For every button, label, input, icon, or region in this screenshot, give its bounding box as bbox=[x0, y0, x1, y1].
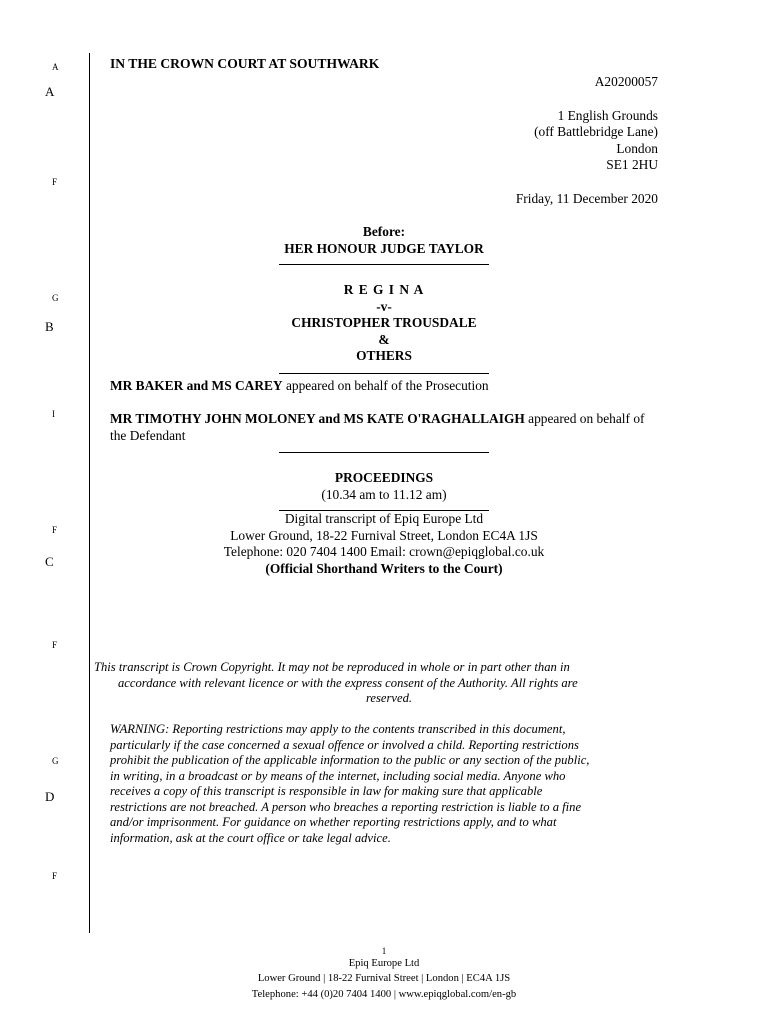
crown-party: R E G I N A bbox=[343, 282, 425, 297]
warning-line: restrictions are not breached. A person who breaches a reporting restriction is liable to a fine bbox=[110, 799, 582, 814]
transcriber-line: Lower Ground, 18-22 Furnival Street, London EC4A 1JS bbox=[230, 527, 538, 543]
transcriber-line: (Official Shorthand Writers to the Court) bbox=[265, 560, 503, 576]
margin-marker: F bbox=[52, 871, 58, 881]
margin-marker: F bbox=[52, 640, 58, 650]
hearing-date: Friday, 11 December 2020 bbox=[515, 190, 658, 206]
footer-address: Lower Ground | 18-22 Furnival Street | London | EC4A 1JS bbox=[257, 973, 511, 985]
divider bbox=[279, 373, 489, 374]
warning-line: receives a copy of this transcript is responsible in law for making sure that applicable bbox=[110, 784, 543, 798]
footer-contact: Telephone: +44 (0)20 7404 1400 | www.epiqglobal.com/en-gb bbox=[251, 988, 517, 1000]
page-number: 1 bbox=[381, 946, 387, 956]
copyright-line: accordance with relevant licence or with the express consent of the Authority. All rights are bbox=[118, 675, 578, 690]
case-number: A20200057 bbox=[594, 74, 658, 89]
ampersand: & bbox=[378, 331, 390, 347]
warning-line: particularly if the case concerned a sexual offence or involved a child. Reporting restrictions bbox=[110, 737, 579, 752]
page-footer bbox=[0, 946, 768, 1002]
others: OTHERS bbox=[356, 348, 412, 363]
judge-name: HER HONOUR JUDGE TAYLOR bbox=[284, 240, 484, 256]
warning-line: and/or imprisonment. For guidance on whether reporting restrictions apply, and to what bbox=[110, 815, 557, 829]
warning-notice bbox=[110, 722, 670, 846]
defence-appearance bbox=[110, 411, 658, 444]
prosecution-appearance bbox=[110, 378, 658, 395]
document-body bbox=[110, 56, 658, 577]
defence-text: appeared on behalf of the Defendant bbox=[110, 411, 645, 443]
copyright-notice bbox=[94, 660, 684, 707]
margin-marker-large: D bbox=[45, 789, 55, 804]
prosecution-text: appeared on behalf of the Prosecution bbox=[282, 377, 489, 393]
margin-marker-large: B bbox=[45, 319, 54, 334]
copyright-line: This transcript is Crown Copyright. It may not be reproduced in whole or in part other than in bbox=[94, 660, 570, 674]
margin-marker: A bbox=[52, 62, 59, 72]
address-line: London bbox=[616, 140, 658, 156]
proceedings-title: PROCEEDINGS bbox=[334, 470, 434, 485]
divider bbox=[279, 264, 489, 265]
margin-marker: F bbox=[52, 525, 58, 535]
transcriber-line: Telephone: 020 7404 1400 Email: crown@epiqglobal.co.uk bbox=[223, 544, 545, 559]
warning-line: WARNING: Reporting restrictions may apply to the contents transcribed in this document, bbox=[110, 722, 566, 736]
address-line: 1 English Grounds bbox=[557, 107, 658, 123]
court-address bbox=[110, 108, 658, 174]
margin-marker-large: C bbox=[45, 554, 54, 569]
margin-marker-large: A bbox=[45, 84, 55, 99]
warning-line: in writing, in a broadcast or by means of the internet, including social media. Anyone who bbox=[110, 768, 566, 783]
address-line: (off Battlebridge Lane) bbox=[534, 124, 658, 139]
defence-counsel: MR TIMOTHY JOHN MOLONEY and MS KATE O'RAGHALLAIGH bbox=[110, 411, 525, 426]
margin-marker: I bbox=[52, 409, 55, 419]
margin-marker: F bbox=[52, 177, 58, 187]
margin-rule bbox=[89, 53, 90, 933]
prosecution-counsel: MR BAKER and MS CAREY bbox=[110, 377, 283, 393]
address-line: SE1 2HU bbox=[606, 157, 658, 172]
transcriber-line: Digital transcript of Epiq Europe Ltd bbox=[284, 511, 484, 526]
versus: -v- bbox=[376, 298, 392, 314]
warning-line: information, ask at the court office or take legal advice. bbox=[110, 830, 391, 845]
margin-marker: G bbox=[52, 756, 59, 766]
copyright-line: reserved. bbox=[365, 691, 413, 705]
defendant-name: CHRISTOPHER TROUSDALE bbox=[291, 315, 477, 330]
court-name: IN THE CROWN COURT AT SOUTHWARK bbox=[110, 56, 380, 71]
divider bbox=[279, 452, 489, 453]
margin-marker: G bbox=[52, 293, 59, 303]
proceedings-times: (10.34 am to 11.12 am) bbox=[321, 486, 447, 502]
warning-line: prohibit the publication of the applicable information to the public or any section of the public, bbox=[110, 753, 590, 767]
before-label: Before: bbox=[362, 224, 406, 239]
footer-company: Epiq Europe Ltd bbox=[348, 958, 420, 969]
